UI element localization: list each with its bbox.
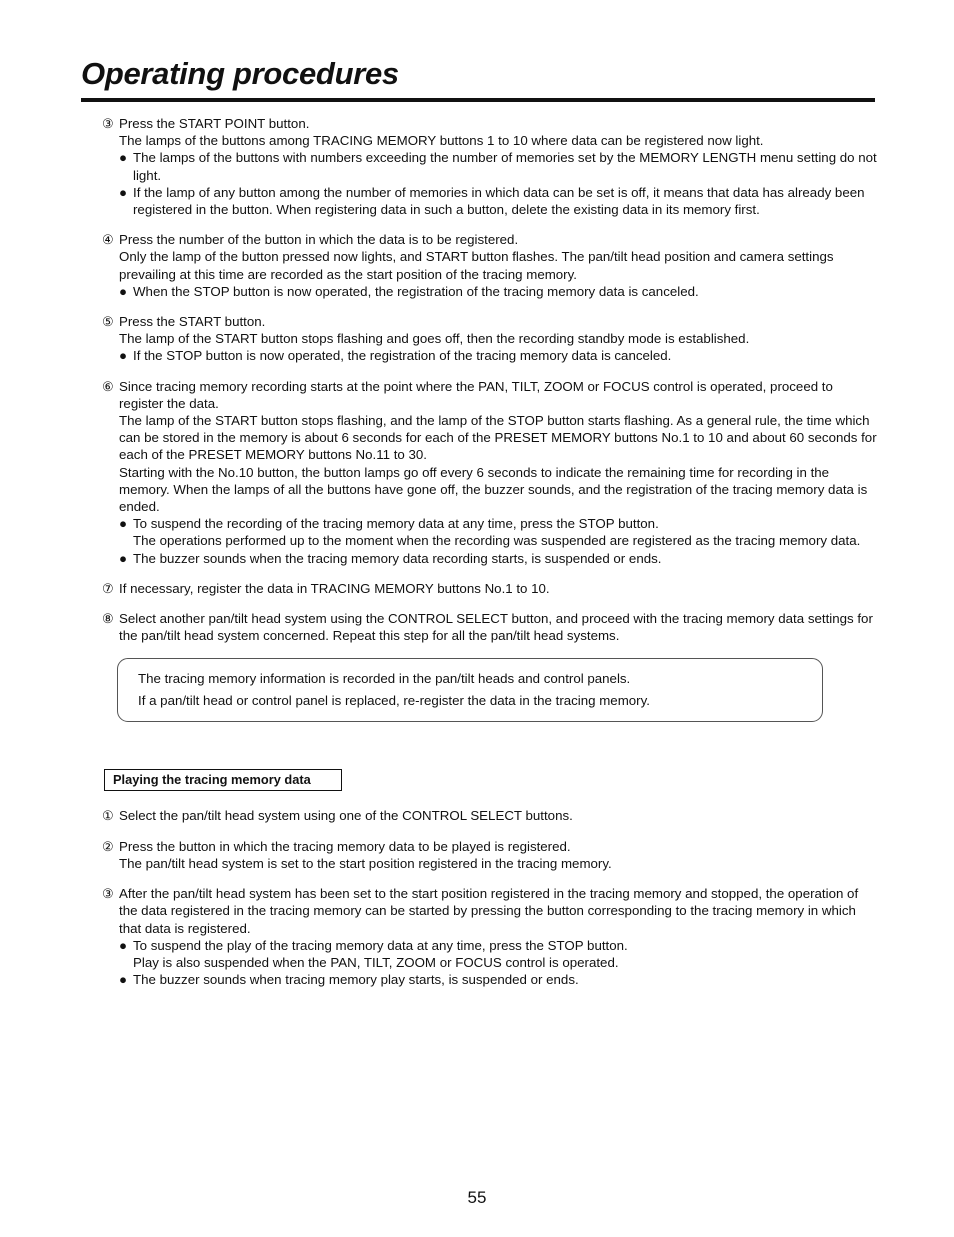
bullet-icon: ●: [119, 550, 128, 566]
bullet-icon: ●: [119, 348, 128, 364]
step-item: [102, 885, 877, 988]
page-content: [102, 115, 877, 1001]
step-item: [102, 610, 877, 644]
step-number: ⑦: [102, 580, 114, 596]
bullet-item: [119, 550, 877, 567]
step-text: The lamps of the buttons among TRACING MEMORY buttons 1 to 10 where data can be registered now light.: [119, 133, 764, 149]
bullet-item: [119, 971, 877, 988]
page-title: Operating procedures: [81, 56, 399, 91]
step-text: Press the START POINT button.: [119, 116, 310, 131]
bullet-item: [119, 347, 877, 364]
step-item: [102, 313, 877, 365]
bullet-item: [119, 283, 877, 300]
bullet-item: [119, 515, 877, 549]
step-item: [102, 580, 877, 597]
step-text: Select another pan/tilt head system using the CONTROL SELECT button, and proceed with the tracing memory data settings for the pan/tilt head system concerned. Repeat this step for all the pan/tilt head systems.: [119, 611, 873, 644]
section-heading: Playing the tracing memory data: [104, 769, 342, 791]
step-text: Starting with the No.10 button, the button lamps go off every 6 seconds to indicate the remaining time for recording in the memory. When the lamps of all the buttons have gone off, the buzzer sounds, and the registration of the tracing memory data is ended.: [119, 464, 868, 515]
bullet-icon: ●: [119, 972, 128, 988]
step-number: ⑤: [102, 314, 114, 330]
step-text: Only the lamp of the button pressed now lights, and START button flashes. The pan/tilt head position and camera settings prevailing at this time are recorded as the start position of the tracing memory.: [119, 249, 834, 282]
step-text: If necessary, register the data in TRACING MEMORY buttons No.1 to 10.: [119, 580, 550, 596]
bullet-subtext: The operations performed up to the moment when the recording was suspended are registered as the tracing memory data.: [133, 533, 861, 549]
bullet-text: To suspend the recording of the tracing memory data at any time, press the STOP button.: [133, 516, 659, 532]
bullet-text: To suspend the play of the tracing memory data at any time, press the STOP button.: [133, 937, 628, 953]
step-text: The pan/tilt head system is set to the start position registered in the tracing memory.: [119, 855, 612, 871]
step-number: ④: [102, 232, 114, 248]
bullet-icon: ●: [119, 516, 128, 532]
bullet-item: [119, 937, 877, 971]
page-number: 55: [467, 1188, 487, 1207]
bullet-text: The buzzer sounds when the tracing memory data recording starts, is suspended or ends.: [133, 550, 662, 566]
bullet-icon: ●: [119, 283, 128, 299]
step-text: The lamp of the START button stops flashing, and the lamp of the STOP button starts flashing. As a general rule, the time which can be stored in the memory is about 6 seconds for each of the PRESET MEMORY buttons No.1 to 10 and about 60 seconds for each of the PRESET MEMORY buttons No.11 to 30.: [119, 413, 877, 463]
step-text: Press the START button.: [119, 314, 266, 330]
bullet-text: If the lamp of any button among the number of memories in which data can be set is off, it means that data has already been registered in the button. When registering data in such a button, delete the existing data in its memory first.: [133, 184, 865, 218]
recording-steps: [102, 115, 877, 644]
step-text: The lamp of the START button stops flashing and goes off, then the recording standby mode is established.: [119, 331, 750, 347]
step-number: ②: [102, 838, 114, 854]
bullet-icon: ●: [119, 150, 128, 166]
bullet-text: If the STOP button is now operated, the registration of the tracing memory data is canceled.: [133, 348, 672, 364]
step-text: Since tracing memory recording starts at the point where the PAN, TILT, ZOOM or FOCUS control is operated, proceed to register the data.: [119, 378, 833, 411]
title-rule: [81, 98, 875, 102]
bullet-item: [119, 149, 877, 183]
step-text: Select the pan/tilt head system using one of the CONTROL SELECT buttons.: [119, 808, 573, 824]
step-item: [102, 115, 877, 218]
step-number: ⑥: [102, 378, 114, 394]
note-box: [117, 658, 823, 722]
bullet-item: [119, 184, 877, 218]
bullet-icon: ●: [119, 184, 128, 200]
bullet-text: The lamps of the buttons with numbers exceeding the number of memories set by the MEMORY LENGTH menu setting do not light.: [133, 150, 877, 183]
step-text: Press the number of the button in which the data is to be registered.: [119, 232, 519, 248]
step-number: ③: [102, 116, 114, 131]
step-item: [102, 807, 877, 824]
step-number: ③: [102, 886, 114, 902]
step-text: Press the button in which the tracing memory data to be played is registered.: [119, 838, 571, 854]
bullet-subtext: Play is also suspended when the PAN, TILT, ZOOM or FOCUS control is operated.: [133, 954, 619, 970]
bullet-text: When the STOP button is now operated, the registration of the tracing memory data is canceled.: [133, 283, 699, 299]
note-line: The tracing memory information is recorded in the pan/tilt heads and control panels.: [138, 671, 631, 687]
step-item: [102, 838, 877, 872]
step-item: [102, 378, 877, 567]
step-number: ①: [102, 808, 114, 824]
playback-steps: [102, 807, 877, 988]
step-item: [102, 231, 877, 300]
note-line: If a pan/tilt head or control panel is replaced, re-register the data in the tracing memory.: [138, 693, 650, 709]
bullet-icon: ●: [119, 937, 128, 953]
step-text: After the pan/tilt head system has been set to the start position registered in the tracing memory and stopped, the operation of the data registered in the tracing memory can be started by pressing the button corresponding to the tracing memory in which that data is registered.: [119, 886, 859, 936]
step-number: ⑧: [102, 611, 114, 627]
bullet-text: The buzzer sounds when tracing memory play starts, is suspended or ends.: [133, 972, 579, 988]
